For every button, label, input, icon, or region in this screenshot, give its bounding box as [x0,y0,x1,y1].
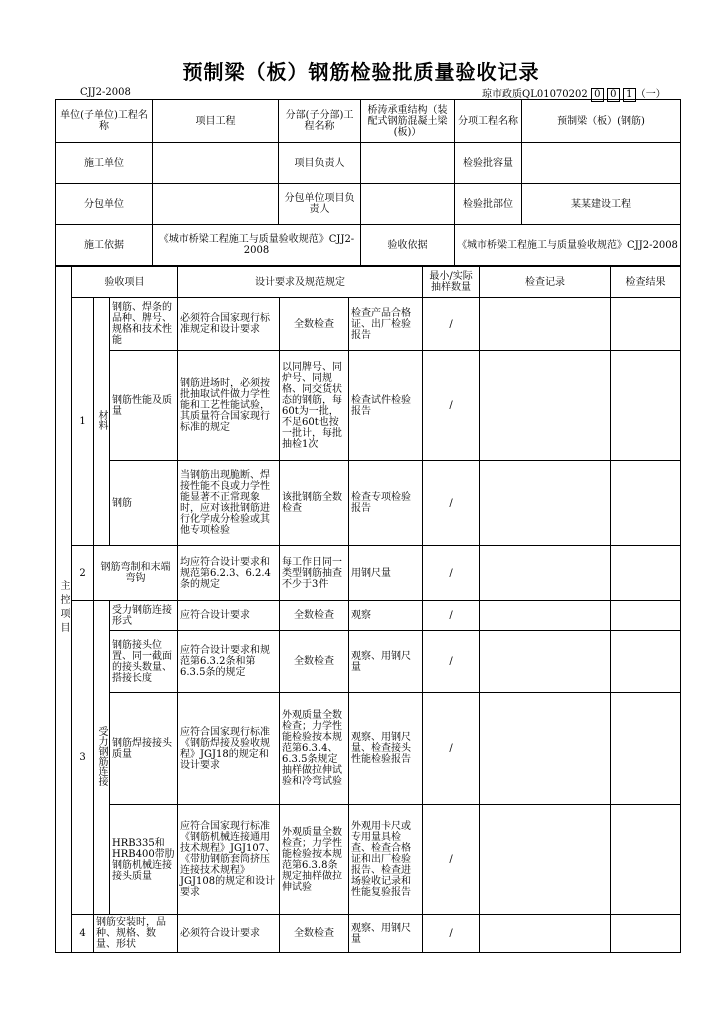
table-row [56,298,681,351]
batch-location-label: 检验批部位 [455,184,522,225]
row-4-sample[interactable]: / [423,546,480,601]
project-manager-value[interactable] [361,143,455,184]
row-7-sample[interactable]: / [423,693,480,805]
row-2-requirement: 钢筋进场时，必须按批抽取试件做力学性能和工艺性能试验，其质量符合国家现行标准的规定 [178,351,280,461]
sub-manager-label: 分包单位项目负责人 [279,184,361,225]
row-2-record[interactable] [480,351,611,461]
item-project-label: 分项工程名称 [455,100,522,143]
batch-location-value[interactable]: 某某建设工程 [522,184,681,225]
main-control-label-cell [56,267,72,953]
row-5-requirement: 应符合设计要求 [178,601,280,631]
row-9-sample[interactable]: / [423,915,480,953]
row-8-quantity: 外观质量全数检查；力学性能检验按本规范第6.3.8条规定抽样做拉伸试验 [280,805,349,915]
item-project-value[interactable]: 预制梁（板）(钢筋) [522,100,681,143]
group-1-number: 1 [72,298,94,546]
row-1-result[interactable] [611,298,681,351]
row-1-name: 钢筋、焊条的品种、牌号、规格和技术性能 [110,298,178,351]
row-5-sample[interactable]: / [423,601,480,631]
row-5-quantity: 全数检查 [280,601,349,631]
row-2-method: 检查试件检验报告 [349,351,423,461]
row-6-name: 钢筋接头位置、同一截面的接头数量、搭接长度 [110,631,178,693]
sub-manager-value[interactable] [361,184,455,225]
row-5-result[interactable] [611,601,681,631]
row-1-sample[interactable]: / [423,298,480,351]
batch-capacity-value[interactable] [522,143,681,184]
row-6-result[interactable] [611,631,681,693]
row-3-requirement: 当钢筋出现脆断、焊接性能不良或力学性能显著不正常现象时，应对该批钢筋进行化学成分检验或其他专项检验 [178,461,280,546]
row-5-name: 受力钢筋连接形式 [110,601,178,631]
col-item-header: 验收项目 [72,267,178,298]
construction-unit-label: 施工单位 [56,143,153,184]
group-3-name-cell [94,601,110,915]
row-7-name: 钢筋焊接接头质量 [110,693,178,805]
row-9-result[interactable] [611,915,681,953]
row-4-method: 用钢尺量 [349,546,423,601]
col-record-header: 检查记录 [480,267,611,298]
row-3-method: 检查专项检验报告 [349,461,423,546]
row-6-sample[interactable]: / [423,631,480,693]
subcontractor-value[interactable] [153,184,279,225]
acceptance-basis-label: 验收依据 [361,225,455,266]
standard-code: CJJ2-2008 [80,87,131,98]
row-1-method: 检查产品合格证、出厂检验报告 [349,298,423,351]
form-number-box-3[interactable]: 1 [623,88,636,102]
page-title: 预制梁（板）钢筋检验批质量验收记录 [182,60,540,84]
row-4-requirement: 均应符合设计要求和规范第6.2.3、6.2.4条的规定 [178,546,280,601]
subcontractor-label: 分包单位 [56,184,153,225]
sub-project-label: 分部(子分部)工程名称 [279,100,361,143]
row-3-result[interactable] [611,461,681,546]
row-1-quantity: 全数检查 [280,298,349,351]
batch-capacity-label: 检验批容量 [455,143,522,184]
group-3-number: 3 [72,601,94,915]
row-5-record[interactable] [480,601,611,631]
row-6-requirement: 应符合设计要求和规范第6.3.2条和第6.3.5条的规定 [178,631,280,693]
row-9-name: 钢筋安装时，品种、规格、数量、形状 [94,915,178,953]
row-1-record[interactable] [480,298,611,351]
row-7-method: 观察、用钢尺量、检查接头性能检验报告 [349,693,423,805]
table-row [56,631,681,693]
row-8-name: HRB335和HRB400带肋钢筋机械连接接头质量 [110,805,178,915]
row-9-requirement: 必须符合设计要求 [178,915,280,953]
form-number-prefix: 琼市政质QL01070202 [482,89,588,100]
basis-value[interactable]: 《城市桥梁工程施工与质量验收规范》CJJ2-2008 [153,225,361,266]
table-row [56,461,681,546]
row-2-name: 钢筋性能及质量 [110,351,178,461]
group-1-name: 材料 [96,410,107,430]
row-2-quantity: 以同牌号、同炉号、同规格、同交货状态的钢筋，每60t为一批，不足60t也按一批计，每批抽检1次 [280,351,349,461]
col-requirement-header: 设计要求及规范规定 [178,267,423,298]
row-7-requirement: 应符合国家现行标准《钢筋焊接及验收规程》JGJ18的规定和设计要求 [178,693,280,805]
row-8-requirement: 应符合国家现行标准《钢筋机械连接通用技术规程》JGJ107、《带肋钢筋套筒挤压连接技术规程》JGJ108的规定和设计要求 [178,805,280,915]
row-6-record[interactable] [480,631,611,693]
row-3-quantity: 该批钢筋全数检查 [280,461,349,546]
row-9-record[interactable] [480,915,611,953]
acceptance-basis-value[interactable]: 《城市桥梁工程施工与质量验收规范》CJJ2-2008 [455,225,681,266]
project-manager-label: 项目负责人 [279,143,361,184]
group-3-name: 受力钢筋连接 [96,726,107,786]
row-5-method: 观察 [349,601,423,631]
table-row [56,693,681,805]
row-9-method: 观察、用钢尺量 [349,915,423,953]
table-row [56,915,681,953]
table-row [56,546,681,601]
row-4-name: 钢筋弯制和末端弯钩 [94,546,178,601]
header-table [55,99,681,266]
group-2-number: 2 [72,546,94,601]
group-4-number: 4 [72,915,94,953]
basis-label: 施工依据 [56,225,153,266]
table-row [56,805,681,915]
main-control-label: 主控项目 [58,580,69,636]
row-8-record[interactable] [480,805,611,915]
construction-unit-value[interactable] [153,143,279,184]
table-row [56,601,681,631]
main-items-table [55,266,681,953]
row-9-quantity: 全数检查 [280,915,349,953]
unit-project-label: 单位(子单位)工程名称 [56,100,153,143]
row-2-result[interactable] [611,351,681,461]
row-8-method: 外观用卡尺或专用量具检查、检查合格证和出厂检验报告、检查进场验收记录和性能复验报告 [349,805,423,915]
group-1-name-cell [94,298,110,546]
row-7-quantity: 外观质量全数检查；力学性能检验按本规范第6.3.4、6.3.5条规定抽样做拉伸试验和冷弯试验 [280,693,349,805]
row-2-sample[interactable]: / [423,351,480,461]
row-3-sample[interactable]: / [423,461,480,546]
col-result-header: 检查结果 [611,267,681,298]
row-7-record[interactable] [480,693,611,805]
unit-project-value[interactable]: 项目工程 [153,100,279,143]
row-6-method: 观察、用钢尺量 [349,631,423,693]
row-7-result[interactable] [611,693,681,805]
table-row [56,351,681,461]
row-4-result[interactable] [611,546,681,601]
form-number-suffix: （一） [635,89,666,100]
row-4-quantity: 每工作日同一类型钢筋抽查不少于3件 [280,546,349,601]
form-number-box-1[interactable]: 0 [591,88,604,102]
form-number-box-2[interactable]: 0 [607,88,620,102]
row-3-record[interactable] [480,461,611,546]
row-8-sample[interactable]: / [423,805,480,915]
row-6-quantity: 全数检查 [280,631,349,693]
row-3-name: 钢筋 [110,461,178,546]
sub-project-value[interactable]: 桥涛承重结构（装配式钢筋混凝土梁(板)） [361,100,455,143]
col-sample-header: 最小/实际抽样数量 [423,267,480,298]
row-1-requirement: 必须符合国家现行标准规定和设计要求 [178,298,280,351]
row-4-record[interactable] [480,546,611,601]
row-8-result[interactable] [611,805,681,915]
